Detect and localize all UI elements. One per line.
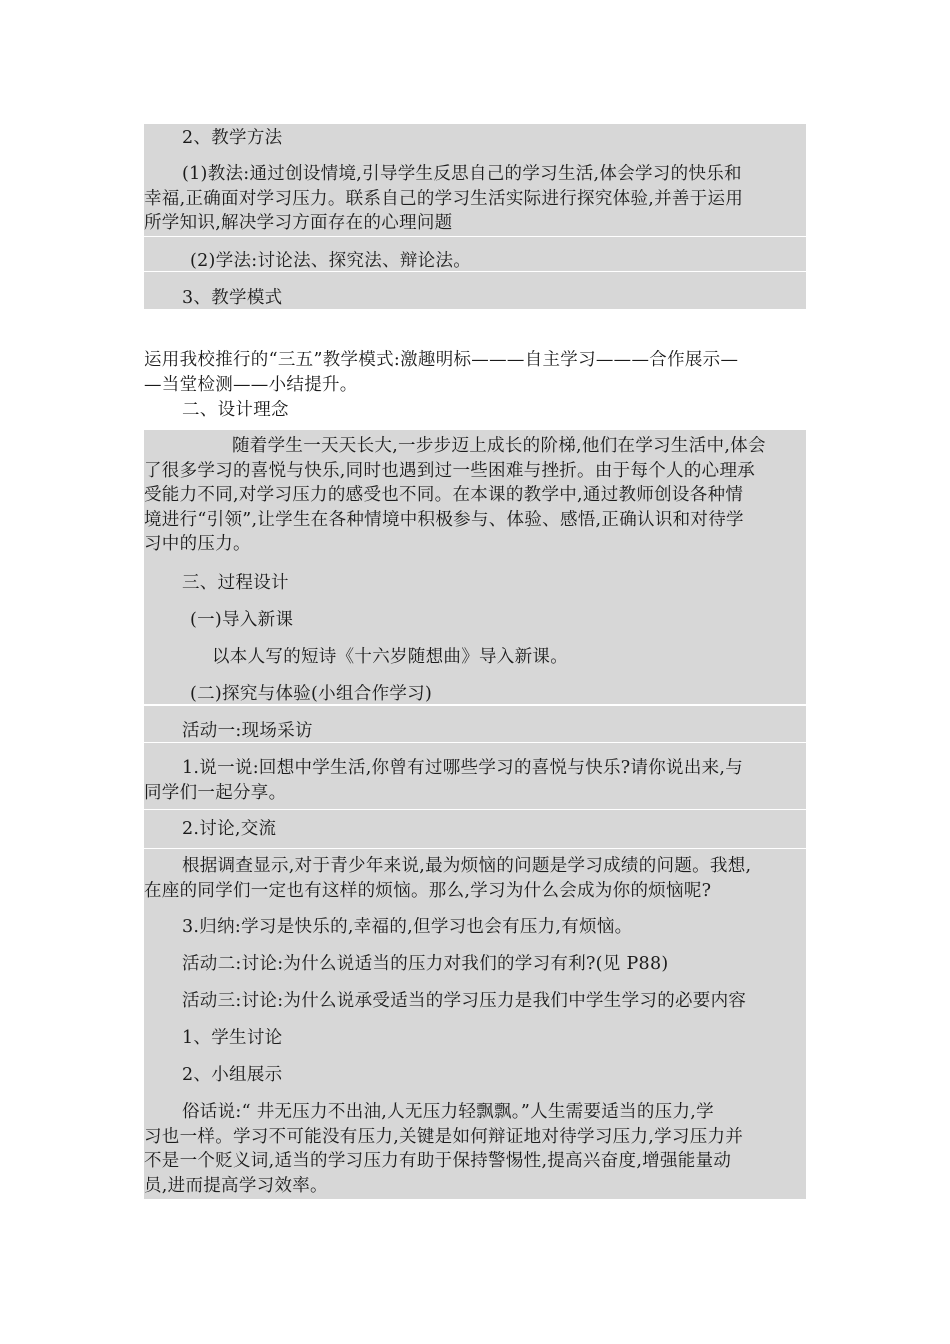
text-line: 幸福,正确面对学习压力。联系自己的学习生活实际进行探究体验,并善于运用 <box>144 188 744 209</box>
heading-teaching-mode <box>144 286 806 311</box>
text-line: 随着学生一天天长大,一步步迈上成长的阶梯,他们在学习生活中,体会 <box>232 436 766 456</box>
text-line: 2.讨论,交流 <box>182 819 277 839</box>
text-line: (1)教法:通过创设情境,引导学生反思自己的学习生活,体会学习的快乐和 <box>182 164 742 184</box>
text-line: 所学知识,解决学习方面存在的心理问题 <box>144 213 453 233</box>
text-line: (二)探究与体验(小组合作学习) <box>190 684 433 704</box>
text-line: 活动二:讨论:为什么说适当的压力对我们的学习有利?(见 P88) <box>182 954 669 974</box>
text-line: 三、过程设计 <box>182 573 289 593</box>
text-line: 员,进而提高学习效率。 <box>144 1175 328 1196</box>
text-line: 1、学生讨论 <box>182 1028 283 1048</box>
text-line: 二、设计理念 <box>182 400 289 420</box>
paragraph-activity-two <box>144 952 806 977</box>
heading-group-show <box>144 1063 806 1088</box>
text-line: 不是一个贬义词,适当的学习压力有助于保持警惕性,提高兴奋度,增强能量动 <box>144 1151 732 1171</box>
text-line: 受能力不同,对学习压力的感受也不同。在本课的教学中,通过教师创设各种情 <box>144 485 744 505</box>
heading-teaching-method <box>144 126 806 151</box>
heading-activity-one <box>144 719 806 744</box>
heading-discuss <box>144 817 806 842</box>
heading-student-discuss <box>144 1026 806 1051</box>
text-line: 3.归纳:学习是快乐的,幸福的,但学习也会有压力,有烦恼。 <box>182 917 633 937</box>
paragraph-summary <box>144 915 806 940</box>
text-line: 在座的同学们一定也有这样的烦恼。那么,学习为什么会成为你的烦恼呢? <box>144 880 712 901</box>
text-line: 习中的压力。 <box>144 534 251 554</box>
heading-intro-lesson <box>144 608 806 633</box>
text-line: 以本人写的短诗《十六岁随想曲》导入新课。 <box>212 647 568 667</box>
paragraph-survey <box>144 854 806 903</box>
text-line: 习也一样。学习不可能没有压力,关键是如何辩证地对待学习压力,学习压力并 <box>144 1126 744 1147</box>
text-line: 根据调查显示,对于青少年来说,最为烦恼的问题是学习成绩的问题。我想, <box>182 856 752 876</box>
paragraph-design-concept <box>144 434 806 557</box>
text-line: 活动三:讨论:为什么说承受适当的学习压力是我们中学生学习的必要内容 <box>182 991 747 1011</box>
paragraph-teaching-mode <box>144 348 806 397</box>
text-line: 境进行“引领”,让学生在各种情境中积极参与、体验、感悟,正确认识和对待学 <box>144 509 744 530</box>
text-line: 2、教学方法 <box>182 128 283 148</box>
heading-design-concept <box>144 398 806 423</box>
text-line: 2、小组展示 <box>182 1065 283 1085</box>
text-line: (2)学法:讨论法、探究法、辩论法。 <box>190 251 472 271</box>
text-line: 活动一:现场采访 <box>182 721 313 741</box>
text-line: (一)导入新课 <box>190 610 294 630</box>
text-line: 同学们一起分享。 <box>144 782 287 803</box>
heading-process-design <box>144 571 806 596</box>
paragraph-teaching-approach <box>144 162 806 236</box>
heading-explore <box>144 682 806 707</box>
text-line: 了很多学习的喜悦与快乐,同时也遇到过一些困难与挫折。由于每个人的心理承 <box>144 460 756 481</box>
text-line: 3、教学模式 <box>182 288 283 308</box>
text-line: 俗话说:“ 井无压力不出油,人无压力轻飘飘。”人生需要适当的压力,学 <box>182 1102 714 1122</box>
text-line: 1.说一说:回想中学生活,你曾有过哪些学习的喜悦与快乐?请你说出来,与 <box>182 758 744 778</box>
paragraph-learning-approach <box>144 249 806 274</box>
text-line: 运用我校推行的“三五”教学模式:激趣明标———自主学习———合作展示— <box>144 350 739 370</box>
text-line: —当堂检测——小结提升。 <box>144 374 358 395</box>
paragraph-activity-three <box>144 989 806 1014</box>
paragraph-say <box>144 756 806 805</box>
paragraph-intro-lesson <box>144 645 806 670</box>
paragraph-saying <box>144 1100 806 1198</box>
